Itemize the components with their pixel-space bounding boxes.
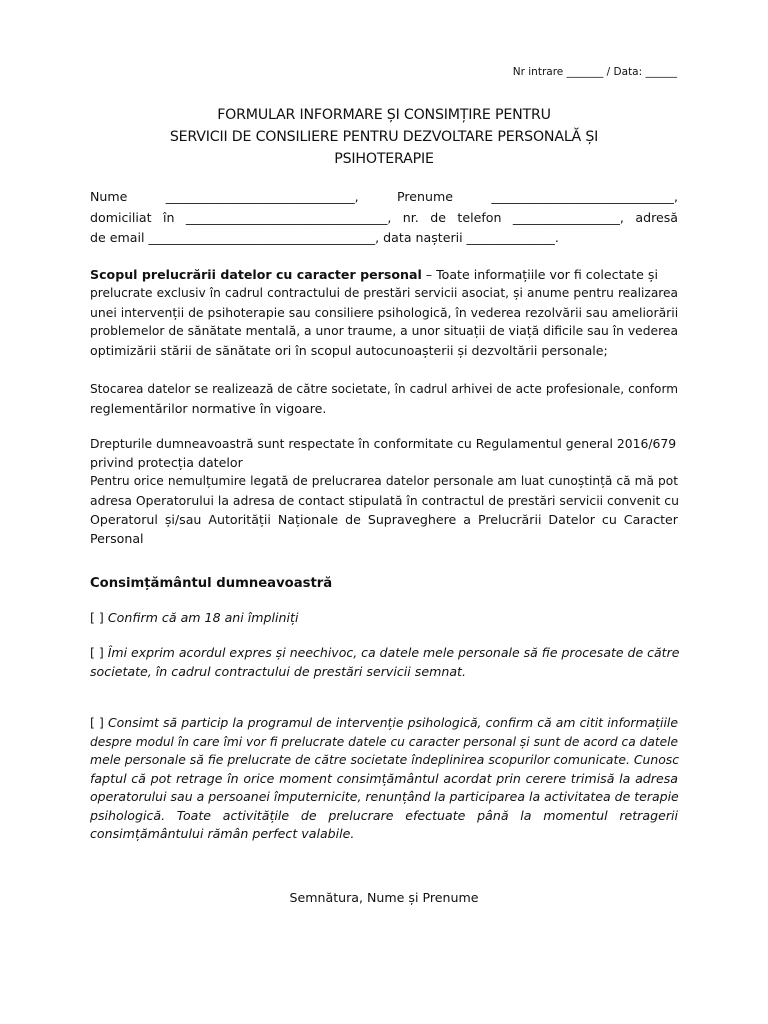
consent-heading: Consimțământul dumneavoastră bbox=[90, 576, 333, 591]
checkbox[interactable]: [ ] bbox=[90, 610, 104, 625]
title-line-3: PSIHOTERAPIE bbox=[334, 151, 434, 167]
purpose-line: – Toate informațiile vor fi colectate și bbox=[421, 267, 658, 282]
rights-line: Operatorul și/sau Autorității Naționale de Supraveghere a Prelucrării Datelor cu Caracter bbox=[90, 512, 678, 527]
rights-line: adresa Operatorului la adresa de contact stipulată în contractul de prestări servicii convenit cu bbox=[90, 493, 679, 508]
title-line-2: SERVICII DE CONSILIERE PENTRU DEZVOLTARE PERSONALĂ ȘI bbox=[169, 129, 599, 145]
storage-paragraph bbox=[90, 380, 678, 418]
purpose-line: problemelor de sănătate mentală, a unor traume, a unor situații de viață dificile sau în vederea bbox=[90, 324, 678, 338]
document-title bbox=[90, 104, 678, 170]
consent-item-text: psihologică. Toate activitățile de prelucrare efectuate până la momentul retragerii bbox=[90, 807, 678, 823]
storage-line: Stocarea datelor se realizează de către societate, în cadrul arhivei de acte profesionale, conform bbox=[90, 382, 678, 396]
consent-item-text: operatorului sau a persoanei împuternicite, renunțând la participarea la activitatea de terapie bbox=[90, 789, 679, 804]
rights-line: Drepturile dumneavoastră sunt respectate în conformitate cu Regulamentul general 2016/679 bbox=[90, 436, 677, 451]
storage-line: reglementărilor normative în vigoare. bbox=[90, 401, 327, 416]
consent-item-text: despre modul în care îmi vor fi prelucrate datele cu caracter personal și sunt de acord ca datele bbox=[90, 734, 678, 749]
title-line-1: FORMULAR INFORMARE ȘI CONSIMȚIRE PENTRU bbox=[217, 107, 551, 123]
purpose-line: unei intervenții de psihoterapie sau consiliere psihologică, în vederea rezolvării sau ameliorării bbox=[90, 305, 679, 320]
name-row bbox=[90, 187, 678, 208]
consent-item-processing bbox=[90, 644, 678, 681]
consent-item-text: Îmi exprim acordul expres și neechivoc, ca datele mele personale să fie procesate de către bbox=[107, 645, 680, 660]
surname-blank: _____________________________, bbox=[491, 189, 678, 204]
rights-line: privind protecția datelor bbox=[90, 455, 243, 470]
purpose-heading: Scopul prelucrării datelor cu caracter personal bbox=[90, 267, 422, 282]
purpose-line: prelucrate exclusiv în cadrul contractului de prestări servicii asociat, și anume pentru realizarea bbox=[90, 286, 678, 300]
consent-item-age bbox=[90, 609, 678, 628]
rights-line: Pentru orice nemulțumire legată de prelucrarea datelor personale am luat cunoștință că mă pot bbox=[90, 474, 678, 488]
purpose-paragraph bbox=[90, 265, 678, 360]
checkbox[interactable]: [ ] bbox=[90, 645, 104, 660]
consent-item-text: societate, în cadrul contractului de prestări servicii semnat. bbox=[90, 663, 466, 679]
name-label: Nume bbox=[90, 189, 128, 204]
name-blank: ______________________________, bbox=[165, 189, 359, 204]
consent-item-text: faptul că pot retrage în orice moment consimțământul acordat prin cerere trimisă la adresa bbox=[90, 770, 678, 786]
rights-paragraph bbox=[90, 434, 678, 548]
consent-item-text: mele personale să fie prelucrate de către societate îndeplinirea scopurilor comunicate. Cunosc bbox=[90, 752, 680, 767]
registration-number-date: Nr intrare _______ / Data: ______ bbox=[512, 66, 677, 78]
purpose-line: optimizării stării de sănătate ori în scopul autocunoașterii și dezvoltării personale; bbox=[90, 343, 608, 358]
consent-item-text: Consimt să particip la programul de intervenție psihologică, confirm că am citit informațiile bbox=[108, 715, 678, 730]
consent-item-text: consimțământului rămân perfect valabile. bbox=[90, 826, 355, 841]
consent-item-participation bbox=[90, 714, 678, 844]
address-phone-row: domiciliat în ________________________________, nr. de telefon _________________, adresă bbox=[90, 209, 678, 225]
email-birthdate-row: de email ____________________________________, data nașterii ______________. bbox=[90, 230, 559, 245]
surname-label: Prenume bbox=[397, 189, 454, 204]
checkbox[interactable]: [ ] bbox=[90, 715, 104, 730]
personal-details-fields bbox=[90, 187, 678, 249]
rights-line: Personal bbox=[90, 531, 144, 546]
signature-label: Semnătura, Nume și Prenume bbox=[289, 890, 479, 905]
consent-item-text: Confirm că am 18 ani împliniți bbox=[107, 610, 299, 625]
